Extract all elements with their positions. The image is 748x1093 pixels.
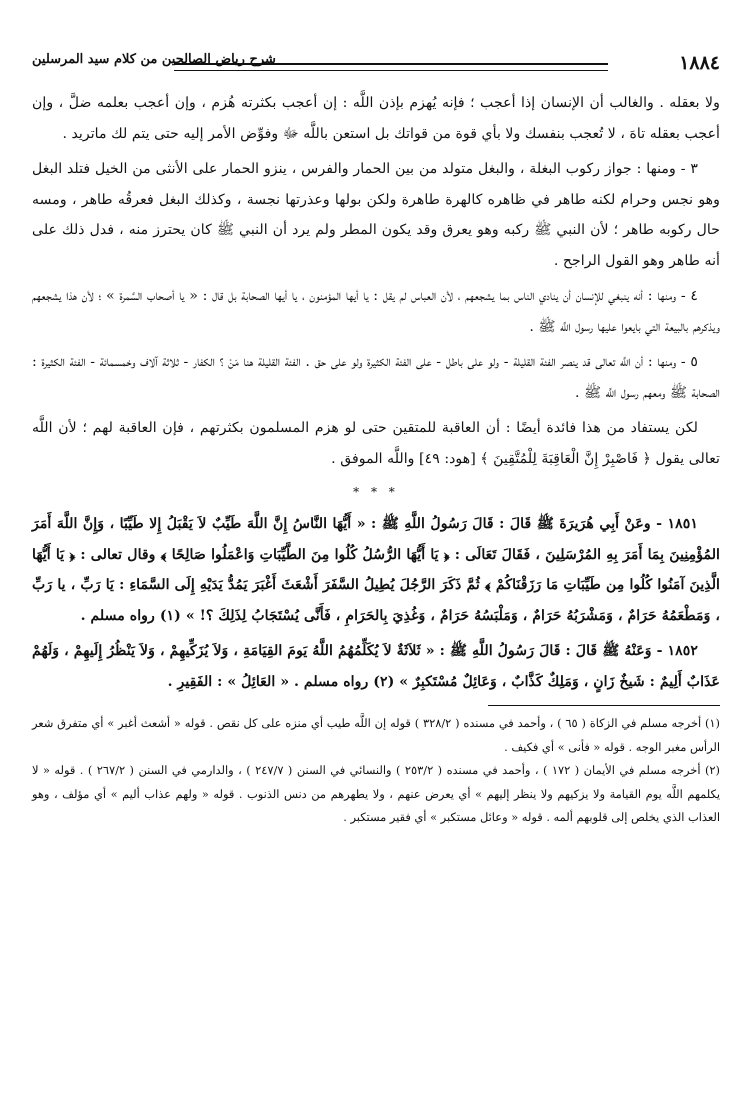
footnote-2: (٢) أخرجه مسلم في الأيمان ( ١٧٢ ) ، وأحمد في مسنده ( ٢٥٣/٢ ) والنسائي في السنن ( ٢٤٧/٧ ) ، والدارمي في السنن ( ٢٦٧/٢ ) . قوله « لا يكلمهم اللَّه يوم القيامة ولا يزكيهم ولا ينظر إليهم » أي يعرض عنهم ، ولا يطهرهم من دنس الذنوب . قوله « ولهم عذاب أليم » أي مؤلف ، وهو العذاب الذي يخلص إلى قلوبهم ألمه . قوله « وعائل مستكبر » أي فقير مستكبر . — [32, 763, 720, 824]
footnote-rule — [488, 705, 720, 706]
main-text — [32, 88, 720, 697]
footnote-1: (١) أخرجه مسلم في الزكاة ( ٦٥ ) ، وأحمد في مسنده ( ٣٢٨/٢ ) قوله إن اللَّه طيب أي منزه على كل نقص . قوله « أشعث أغبر » أي متفرق شعر الرأس مغبر الوجه . قوله « فأنى » أي فكيف . — [32, 716, 720, 754]
book-page — [32, 52, 720, 830]
hadith-1851: ١٨٥١ - وعَنْ أَبِي هُرَيرَةَ ﷺ قَالَ : قَالَ رَسُولُ اللَّهِ ﷺ : « أَيُّهَا النَّاسُ إِنَّ اللَّهَ طَيِّبٌ لاَ يَقْبَلُ إِلا طَيِّبًا ، وَإِنَّ اللَّهَ أَمَرَ المُؤْمِنِينَ بِمَا أَمَرَ بِهِ المُرْسَلِينَ ، فَقَالَ تَعَالَى : ﴿ يَا أَيُّهَا الرُّسُلُ كُلُوا مِنَ الطَّيِّبَاتِ وَاعْمَلُوا صَالِحًا ﴾ وقال تعالى : ﴿ يَا أَيُّهَا الَّذِينَ آمَنُوا كُلُوا مِن طَيِّبَاتِ مَا رَزَقْنَاكُمْ ﴾ ثُمَّ ذَكَرَ الرَّجُلَ يُطِيلُ السَّفَرَ أَشْعَثَ أَغْبَرَ يَمُدُّ يَدَيْهِ إِلَى السَّمَاءِ : يَا رَبِّ ، يا رَبِّ ، وَمَطْعَمُهُ حَرَامٌ ، وَمَشْرَبُهُ حَرَامٌ ، وَمَلْبَسُهُ حَرَامٌ ، وَغُذِيَ بِالحَرَامِ ، فَأَنَّى يُسْتَجَابُ لِذَلِكَ ؟! » (١) رواه مسلم . — [32, 516, 720, 624]
paragraph: ٣ - ومنها : جواز ركوب البغلة ، والبغل متولد من بين الحمار والفرس ، ينزو الحمار على الأنثى من الخيل فتلد البغل وهو نجس وحرام لكنه طاهر في ظاهره كالهرة طاهرة ولكن بولها وعذرتها نجسة ، وكذلك البغل فعرقُه طاهر ، ومسه حال ركوبه طاهر ؛ لأن النبي ﷺ ركبه وهو يعرق وقد يكون المطر ولم يرد أن النبي ﷺ كان يحترز منه ، فدل ذلك على أنه طاهر وهو القول الراجح . — [32, 161, 720, 269]
paragraph: ولا بعقله . والغالب أن الإنسان إذا أعجب ؛ فإنه يُهزم بإذن اللَّه : إن أعجب بكثرته هُزم ، وإن أعجب بعلمه ضلَّ ، وإن أعجب بعقله تاهَ ، لا تُعجب بنفسك ولا بأي قوة من قواتك بل استعن باللَّه ﷻ وفوِّض الأمر إليه حتى يتم لك ماتريد . — [32, 95, 720, 142]
hadith-1852: ١٨٥٢ - وَعَنْهُ ﷺ قَالَ : قَالَ رَسُولُ اللَّهِ ﷺ : « ثَلاَثَةٌ لاَ يُكَلِّمُهُمُ اللَّهُ يَومَ القِيَامَةِ ، وَلاَ يُزَكِّيهِمْ ، وَلاَ يَنْظُرُ إِلَيهِمْ ، وَلَهُمْ عَذَابٌ أَلِيمٌ : شَيخٌ زَانٍ ، وَمَلِكٌ كَذَّابٌ ، وَعَائِلٌ مُسْتَكبِرٌ » (٢) رواه مسلم . « العَائِلُ » : الفَقِيرِ . — [32, 643, 720, 690]
section-separator: * * * — [353, 485, 399, 499]
paragraph: لكن يستفاد من هذا فائدة أيضًا : أن العاقبة للمتقين حتى لو هزم المسلمون بكثرتهم ، فإن العاقبة لهم ؛ لأن اللَّه تعالى يقول ﴿ فَاصْبِرْ إِنَّ الْعَاقِبَةَ لِلْمُتَّقِينَ ﴾ [هود: ٤٩] واللَّه الموفق . — [32, 420, 720, 467]
paragraph: ٥ - ومنها : أن اللَّه تعالى قد ينصر الفئة القليلة - ولو على باطل - على الفئة الكثيرة ولو على حق . الفئة القليلة هنا مَنْ ؟ الكفار - ثلاثة آلاف وخمسمائة - الفئة الكثيرة : الصحابة ﷺ ومعهم رسول اللَّه ﷺ . — [32, 354, 720, 401]
running-title: شرح رياض الصالحين من كلام سيد المرسلين — [32, 52, 276, 67]
page-header — [32, 52, 720, 78]
page-number: ١٨٨٤ — [679, 52, 720, 74]
paragraph: ٤ - ومنها : أنه ينبغي للإنسان أن ينادي الناس بما يشجعهم ، لأن العباس لم يقل : يا أيها المؤمنون ، يا أيها الصحابة بل قال : « يا أصحاب السَّمرة » ؛ لأن هذا يشجعهم ويذكرهم بالبيعة التي بايعوا عليها رسول اللَّه ﷺ . — [32, 288, 720, 335]
